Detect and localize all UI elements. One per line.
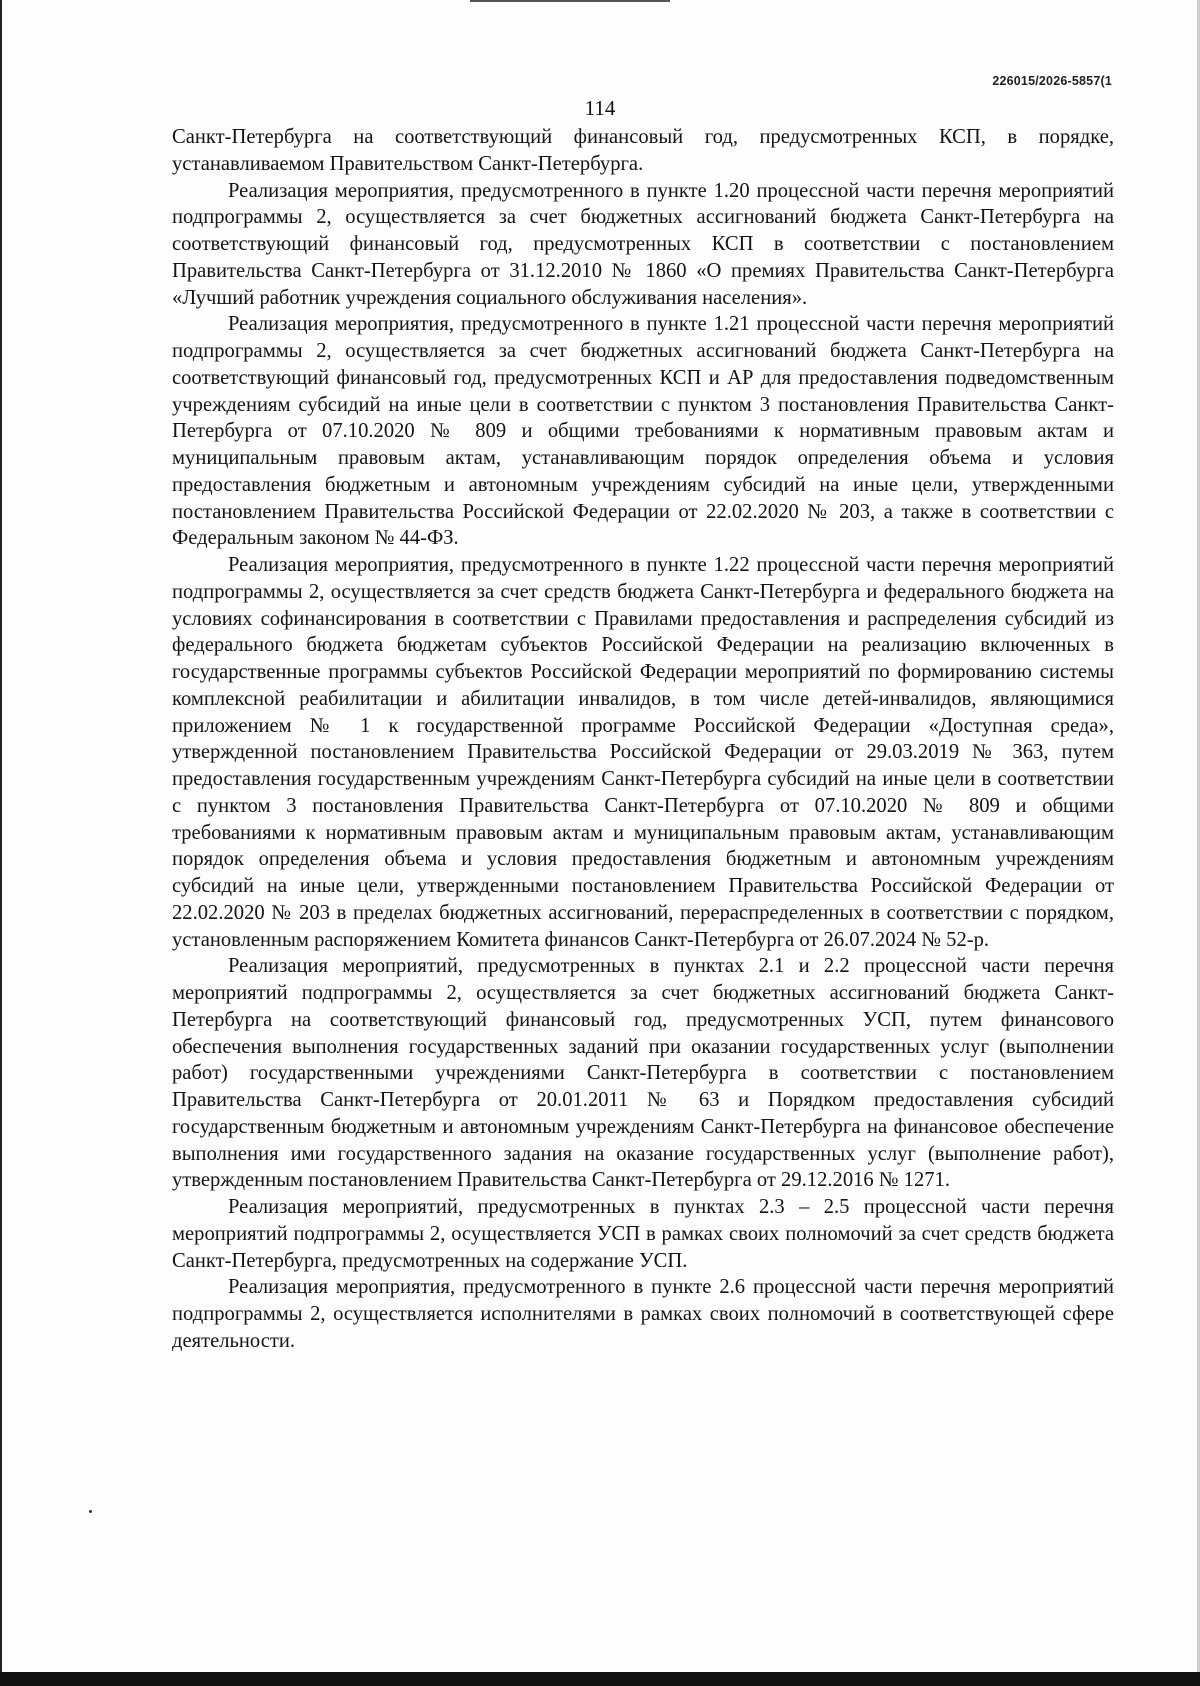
scan-artifact-dot	[89, 1510, 92, 1513]
document-body	[172, 124, 1114, 1355]
paragraph-item-1-20: Реализация мероприятия, предусмотренного в пункте 1.20 процессной части перечня мероприятий подпрограммы 2, осуществляется за счет бюджетных ассигнований бюджета Санкт-Петербурга на соответствующий финансовый год, предусмотренных КСП в соответствии с постановлением Правительства Санкт-Петербурга от 31.12.2010 № 1860 «О премиях Правительства Санкт-Петербурга «Лучший работник учреждения социального обслуживания населения».	[172, 179, 1114, 309]
document-registration-number: 226015/2026-5857(1	[992, 74, 1112, 88]
paragraph-items-2-1-2-2: Реализация мероприятий, предусмотренных в пунктах 2.1 и 2.2 процессной части перечня мероприятий подпрограммы 2, осуществляется за счет бюджетных ассигнований бюджета Санкт-Петербурга на соответствующий финансовый год, предусмотренных УСП, путем финансового обеспечения выполнения государственных заданий при оказании государственных услуг (выполнении работ) государственными учреждениями Санкт-Петербурга в соответствии с постановлением Правительства Санкт-Петербурга от 20.01.2011 № 63 и Порядком предоставления субсидий государственным бюджетным и автономным учреждениям Санкт-Петербурга на финансовое обеспечение выполнения ими государственного задания на оказание государственных услуг (выполнение работ), утвержденным постановлением Правительства Санкт-Петербурга от 29.12.2016 № 1271.	[172, 955, 1114, 1192]
scan-left-edge	[0, 0, 2, 1686]
paragraph-items-2-3-2-5: Реализация мероприятий, предусмотренных в пунктах 2.3 – 2.5 процессной части перечня мероприятий подпрограммы 2, осуществляется УСП в рамках своих полномочий за счет средств бюджета Санкт-Петербурга, предусмотренных на содержание УСП.	[172, 1196, 1114, 1272]
paragraph-item-1-21: Реализация мероприятия, предусмотренного в пункте 1.21 процессной части перечня мероприятий подпрограммы 2, осуществляется за счет бюджетных ассигнований бюджета Санкт-Петербурга на соответствующий финансовый год, предусмотренных КСП и АР для предоставления подведомственным учреждениям субсидий на иные цели в соответствии с пунктом 3 постановления Правительства Санкт-Петербурга от 07.10.2020 № 809 и общими требованиями к нормативным правовым актам и муниципальным правовым актам, устанавливающим порядок определения объема и условия предоставления бюджетным и автономным учреждениям субсидий на иные цели, утвержденными постановлением Правительства Российской Федерации от 22.02.2020 № 203, а также в соответствии с Федеральным законом № 44-ФЗ.	[172, 313, 1114, 550]
page-number: 114	[584, 96, 616, 120]
paragraph-item-1-22: Реализация мероприятия, предусмотренного в пункте 1.22 процессной части перечня мероприятий подпрограммы 2, осуществляется за счет средств бюджета Санкт-Петербурга и федерального бюджета на условиях софинансирования в соответствии с Правилами предоставления и распределения субсидий из федерального бюджета бюджетам субъектов Российской Федерации на реализацию включенных в государственные программы субъектов Российской Федерации мероприятий по формированию системы комплексной реабилитации и абилитации инвалидов, в том числе детей-инвалидов, являющимися приложением № 1 к государственной программе Российской Федерации «Доступная среда», утвержденной постановлением Правительства Российской Федерации от 29.03.2019 № 363, путем предоставления государственным учреждениям Санкт-Петербурга субсидий на иные цели в соответствии с пунктом 3 постановления Правительства Санкт-Петербурга от 07.10.2020 № 809 и общими требованиями к нормативным правовым актам и муниципальным правовым актам, устанавливающим порядок определения объема и условия предоставления бюджетным и автономным учреждениям субсидий на иные цели, утвержденными постановлением Правительства Российской Федерации от 22.02.2020 № 203 в пределах бюджетных ассигнований, перераспределенных в соответствии с порядком, установленным распоряжением Комитета финансов Санкт-Петербурга от 26.07.2024 № 52-р.	[172, 554, 1114, 951]
scan-bottom-edge	[0, 1672, 1200, 1686]
paragraph-item-2-6: Реализация мероприятия, предусмотренного в пункте 2.6 процессной части перечня мероприятий подпрограммы 2, осуществляется исполнителями в рамках своих полномочий в соответствующей сфере деятельности.	[172, 1276, 1114, 1352]
scan-top-mark	[470, 0, 670, 2]
paragraph-continuation: Санкт-Петербурга на соответствующий финансовый год, предусмотренных КСП, в порядке, устанавливаемом Правительством Санкт-Петербурга.	[172, 126, 1114, 175]
